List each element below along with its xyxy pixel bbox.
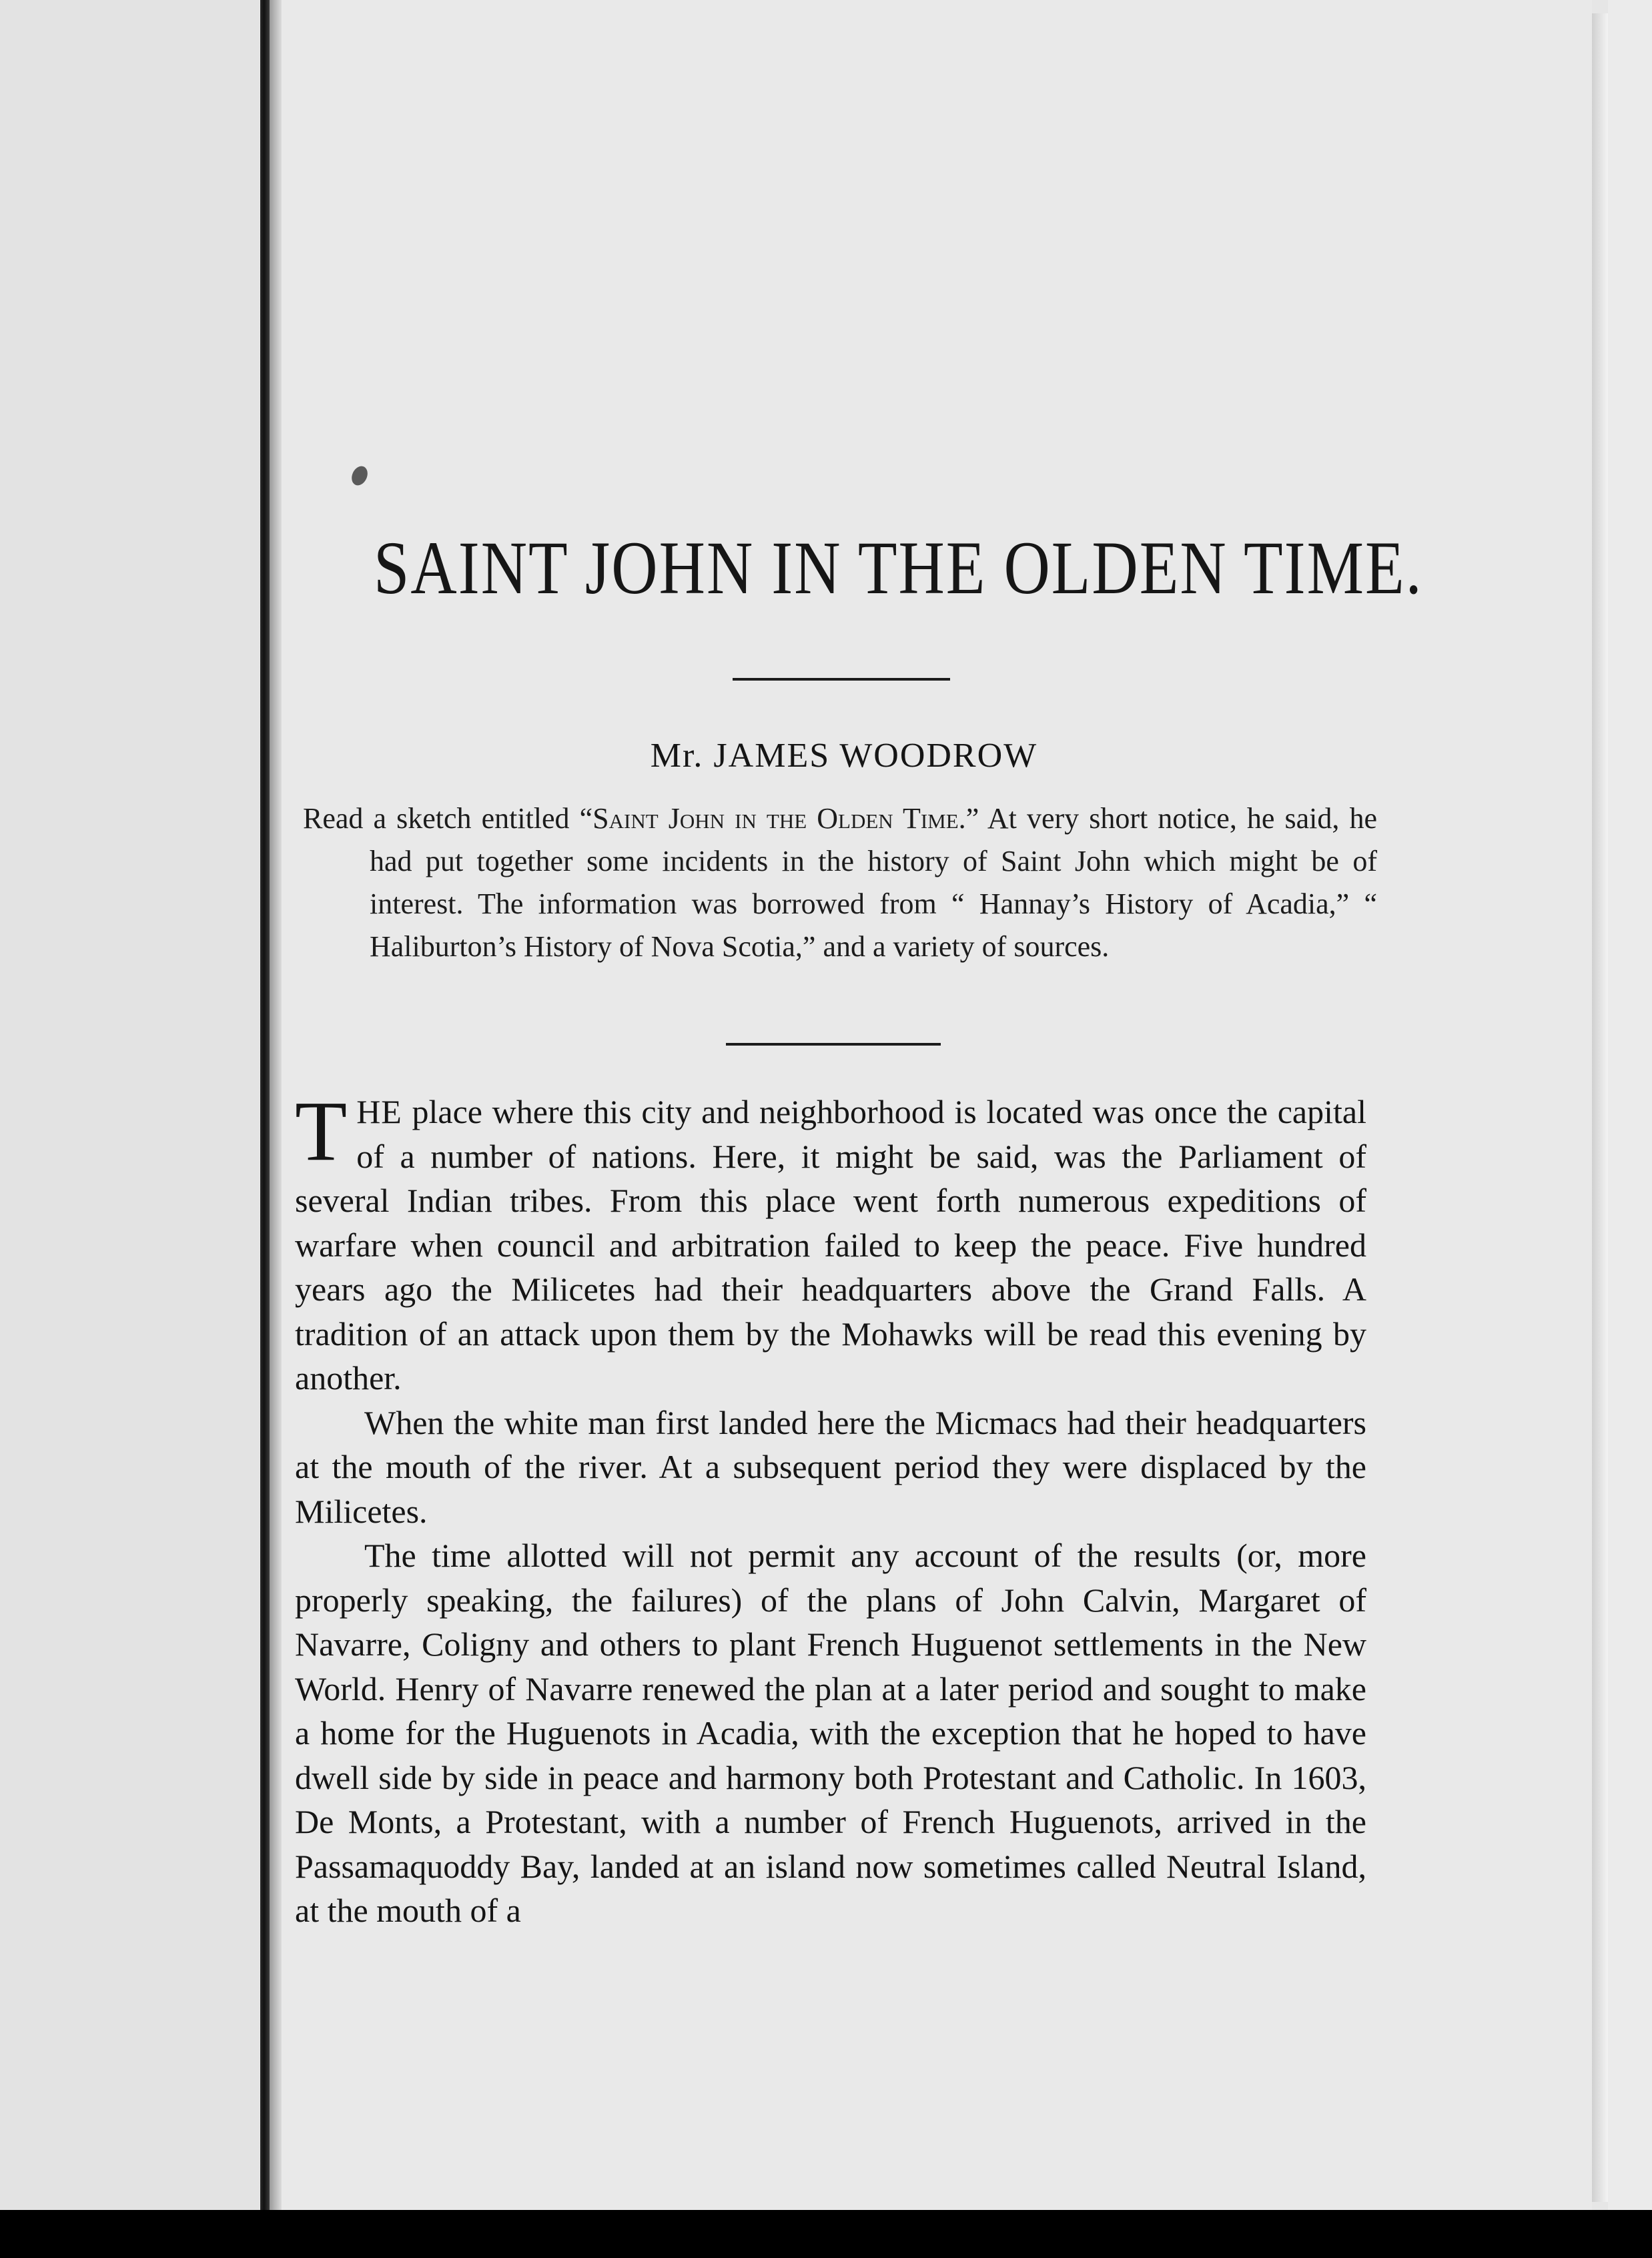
body-paragraph-2: When the white man first landed here the Micmacs had their headquarters at the mouth of the river. At a subsequent period they were displaced by the Milicetes. [295, 1403, 1366, 1530]
body-text [295, 1084, 1366, 1933]
page-title: SAINT JOHN IN THE OLDEN TIME. [374, 525, 1423, 610]
scan-margin [1608, 0, 1652, 2210]
intro-lead: Read a sketch entitled “ [303, 802, 593, 835]
scan-bottom-band [0, 2210, 1652, 2258]
drop-cap: T [295, 1084, 348, 1178]
body-paragraph-1 [295, 1084, 1366, 1401]
title-divider [733, 678, 950, 681]
intro-paragraph [303, 797, 1377, 968]
page-edge [1592, 13, 1608, 2202]
section-divider [726, 1043, 941, 1046]
body-paragraph-1-text: place where this city and neighborhood is located was once the capital of a number of nations. Here, it might be said, was the Parliament of several Indian tribes. From this place went forth numerous expeditions of warfare when council and arbitration failed to keep the peace. Five hundred years ago the Milicetes had their headquarters above the Grand Falls. A tradition of an attack upon them by the Mohawks will be read this evening by another. [295, 1093, 1366, 1397]
intro-sketch-title: Saint John in the Olden Time. [592, 802, 966, 835]
body-paragraph-3: The time allotted will not permit any account of the results (or, more properly speaking, the failures) of the plans of John Calvin, Margaret of Navarre, Coligny and others to plant French Huguenot settlements in the New World. Henry of Navarre renewed the plan at a later period and sought to make a home for the Huguenots in Acadia, with the exception that he hoped to have dwell side by side in peace and harmony both Protestant and Catholic. In 1603, De Monts, a Protestant, with a number of French Huguenots, arrived in the Passamaquoddy Bay, landed at an island now sometimes called Neutral Island, at the mouth of a [295, 1537, 1366, 1929]
drop-cap-continuation: HE [356, 1093, 402, 1130]
book-spine [260, 0, 270, 2210]
intro-rest: ” At very short notice, he said, he had put together some incidents in the history of Saint John which might be of interest. The information was borrowed from “ Hannay’s History of Acadia,” “ Haliburton’s History of Nova Scotia,” and a variety of sources. [370, 802, 1378, 963]
left-page-blank [0, 0, 259, 2210]
spine-shadow [270, 0, 282, 2210]
speaker-heading: Mr. JAMES WOODROW [650, 737, 1038, 775]
